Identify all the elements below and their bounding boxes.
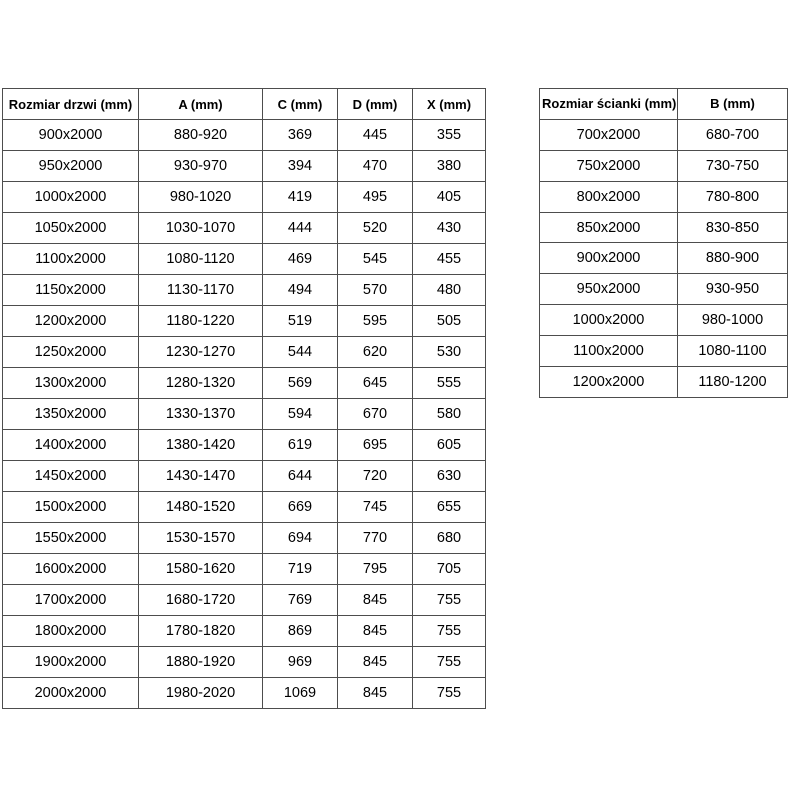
table-cell: 470 (338, 151, 413, 182)
table-cell: 1050x2000 (3, 213, 139, 244)
table-cell: 445 (338, 120, 413, 151)
table-cell: 1500x2000 (3, 492, 139, 523)
table-row (3, 616, 486, 647)
table-cell: 1430-1470 (139, 461, 263, 492)
table-cell: 730-750 (678, 150, 788, 181)
door-sizes-table (2, 88, 486, 709)
table-cell: 694 (263, 523, 338, 554)
table-cell: 745 (338, 492, 413, 523)
table-row (3, 244, 486, 275)
table-cell: 930-970 (139, 151, 263, 182)
table-row (3, 678, 486, 709)
table-cell: 430 (413, 213, 486, 244)
column-header: X (mm) (413, 89, 486, 120)
door-sizes-header-row (3, 89, 486, 120)
table-cell: 594 (263, 399, 338, 430)
table-cell: 469 (263, 244, 338, 275)
table-cell: 669 (263, 492, 338, 523)
table-row (540, 181, 788, 212)
table-cell: 770 (338, 523, 413, 554)
table-cell: 1450x2000 (3, 461, 139, 492)
table-cell: 1380-1420 (139, 430, 263, 461)
table-cell: 755 (413, 616, 486, 647)
table-cell: 1800x2000 (3, 616, 139, 647)
table-cell: 480 (413, 275, 486, 306)
wall-sizes-header-row (540, 89, 788, 120)
table-cell: 880-900 (678, 243, 788, 274)
table-row (3, 430, 486, 461)
table-cell: 605 (413, 430, 486, 461)
table-row (3, 461, 486, 492)
table-row (540, 336, 788, 367)
table-cell: 845 (338, 616, 413, 647)
table-row (3, 554, 486, 585)
table-cell: 1100x2000 (540, 336, 678, 367)
table-cell: 645 (338, 368, 413, 399)
table-cell: 1880-1920 (139, 647, 263, 678)
table-cell: 755 (413, 647, 486, 678)
table-row (3, 368, 486, 399)
table-cell: 569 (263, 368, 338, 399)
table-cell: 1080-1120 (139, 244, 263, 275)
table-cell: 1000x2000 (540, 305, 678, 336)
table-cell: 1480-1520 (139, 492, 263, 523)
table-cell: 1180-1220 (139, 306, 263, 337)
table-cell: 555 (413, 368, 486, 399)
table-cell: 1130-1170 (139, 275, 263, 306)
column-header: Rozmiar drzwi (mm) (3, 89, 139, 120)
table-cell: 1200x2000 (540, 367, 678, 398)
table-row (3, 151, 486, 182)
table-cell: 700x2000 (540, 119, 678, 150)
table-row (3, 399, 486, 430)
table-cell: 1780-1820 (139, 616, 263, 647)
table-row (3, 492, 486, 523)
column-header: B (mm) (678, 89, 788, 120)
table-cell: 950x2000 (540, 274, 678, 305)
table-cell: 680 (413, 523, 486, 554)
table-cell: 869 (263, 616, 338, 647)
table-cell: 644 (263, 461, 338, 492)
table-cell: 969 (263, 647, 338, 678)
column-header: D (mm) (338, 89, 413, 120)
table-cell: 1230-1270 (139, 337, 263, 368)
table-cell: 1700x2000 (3, 585, 139, 616)
column-header: C (mm) (263, 89, 338, 120)
table-cell: 495 (338, 182, 413, 213)
table-row (540, 274, 788, 305)
table-cell: 380 (413, 151, 486, 182)
table-cell: 355 (413, 120, 486, 151)
wall-sizes-table (539, 88, 788, 398)
table-cell: 444 (263, 213, 338, 244)
table-cell: 780-800 (678, 181, 788, 212)
table-row (3, 275, 486, 306)
table-row (3, 182, 486, 213)
table-cell: 900x2000 (540, 243, 678, 274)
table-cell: 580 (413, 399, 486, 430)
table-cell: 455 (413, 244, 486, 275)
table-row (3, 306, 486, 337)
table-row (540, 212, 788, 243)
table-cell: 680-700 (678, 119, 788, 150)
table-row (540, 119, 788, 150)
column-header: A (mm) (139, 89, 263, 120)
table-cell: 394 (263, 151, 338, 182)
table-cell: 530 (413, 337, 486, 368)
table-row (540, 150, 788, 181)
table-cell: 1530-1570 (139, 523, 263, 554)
table-cell: 980-1020 (139, 182, 263, 213)
table-cell: 519 (263, 306, 338, 337)
table-cell: 1400x2000 (3, 430, 139, 461)
table-cell: 1180-1200 (678, 367, 788, 398)
table-row (540, 305, 788, 336)
table-cell: 1200x2000 (3, 306, 139, 337)
table-cell: 544 (263, 337, 338, 368)
table-cell: 1000x2000 (3, 182, 139, 213)
table-cell: 880-920 (139, 120, 263, 151)
table-cell: 1100x2000 (3, 244, 139, 275)
table-row (3, 120, 486, 151)
table-cell: 619 (263, 430, 338, 461)
table-row (540, 367, 788, 398)
table-cell: 1080-1100 (678, 336, 788, 367)
table-cell: 755 (413, 678, 486, 709)
table-cell: 494 (263, 275, 338, 306)
table-cell: 655 (413, 492, 486, 523)
table-cell: 845 (338, 678, 413, 709)
table-cell: 830-850 (678, 212, 788, 243)
table-cell: 1580-1620 (139, 554, 263, 585)
table-cell: 900x2000 (3, 120, 139, 151)
table-cell: 1030-1070 (139, 213, 263, 244)
table-cell: 1150x2000 (3, 275, 139, 306)
table-row (3, 647, 486, 678)
table-cell: 845 (338, 585, 413, 616)
table-cell: 1550x2000 (3, 523, 139, 554)
table-cell: 1680-1720 (139, 585, 263, 616)
table-cell: 719 (263, 554, 338, 585)
column-header: Rozmiar ścianki (mm) (540, 89, 678, 120)
table-cell: 750x2000 (540, 150, 678, 181)
table-cell: 1350x2000 (3, 399, 139, 430)
table-cell: 705 (413, 554, 486, 585)
table-cell: 845 (338, 647, 413, 678)
table-cell: 419 (263, 182, 338, 213)
table-cell: 950x2000 (3, 151, 139, 182)
table-row (3, 523, 486, 554)
table-cell: 405 (413, 182, 486, 213)
table-cell: 570 (338, 275, 413, 306)
table-cell: 755 (413, 585, 486, 616)
table-cell: 1300x2000 (3, 368, 139, 399)
table-cell: 695 (338, 430, 413, 461)
table-cell: 595 (338, 306, 413, 337)
table-cell: 1600x2000 (3, 554, 139, 585)
table-cell: 630 (413, 461, 486, 492)
table-cell: 930-950 (678, 274, 788, 305)
table-cell: 2000x2000 (3, 678, 139, 709)
table-cell: 545 (338, 244, 413, 275)
table-cell: 1250x2000 (3, 337, 139, 368)
table-cell: 1280-1320 (139, 368, 263, 399)
table-cell: 369 (263, 120, 338, 151)
table-row (3, 585, 486, 616)
table-cell: 520 (338, 213, 413, 244)
table-cell: 1900x2000 (3, 647, 139, 678)
table-cell: 1069 (263, 678, 338, 709)
table-cell: 980-1000 (678, 305, 788, 336)
table-cell: 620 (338, 337, 413, 368)
table-cell: 505 (413, 306, 486, 337)
table-cell: 1330-1370 (139, 399, 263, 430)
table-cell: 769 (263, 585, 338, 616)
table-row (3, 213, 486, 244)
table-cell: 795 (338, 554, 413, 585)
table-row (540, 243, 788, 274)
table-cell: 670 (338, 399, 413, 430)
table-cell: 720 (338, 461, 413, 492)
table-cell: 850x2000 (540, 212, 678, 243)
table-row (3, 337, 486, 368)
table-cell: 800x2000 (540, 181, 678, 212)
table-cell: 1980-2020 (139, 678, 263, 709)
